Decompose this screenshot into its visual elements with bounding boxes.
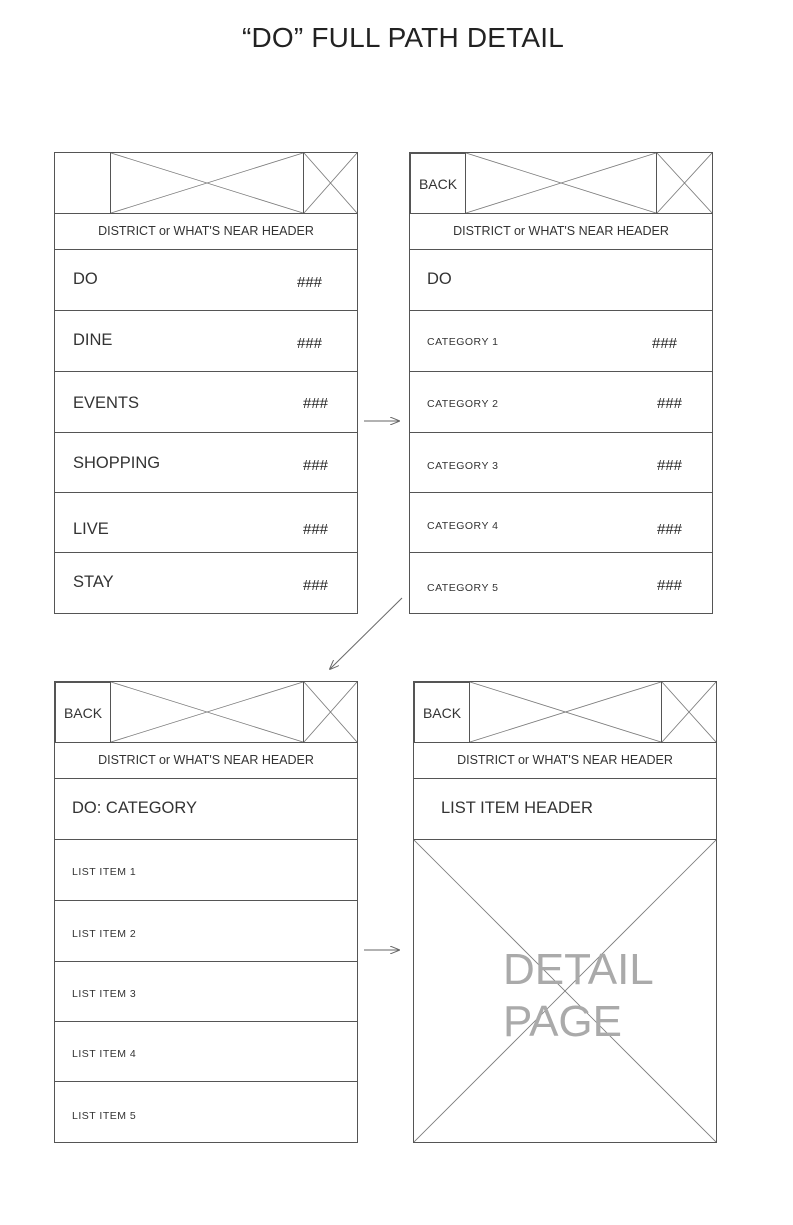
menu-item-count: ### bbox=[303, 521, 329, 538]
detail-line-2: PAGE bbox=[503, 997, 623, 1046]
menu-item-count: ### bbox=[303, 395, 329, 412]
category-label: CATEGORY 4 bbox=[427, 520, 499, 532]
menu-item-label: DO bbox=[73, 270, 98, 288]
category-count: ### bbox=[657, 395, 683, 412]
list-item-label: LIST ITEM 4 bbox=[72, 1048, 137, 1060]
menu-item-count: ### bbox=[303, 457, 329, 474]
menu-item-count: ### bbox=[297, 335, 323, 352]
section-title: DO bbox=[427, 270, 452, 288]
back-button[interactable]: BACK bbox=[410, 153, 466, 214]
menu-item-label: STAY bbox=[73, 573, 114, 591]
arrow-do-to-category bbox=[330, 598, 402, 669]
district-header: DISTRICT or WHAT'S NEAR HEADER bbox=[414, 742, 716, 779]
district-header: DISTRICT or WHAT'S NEAR HEADER bbox=[410, 213, 712, 250]
list-item-label: LIST ITEM 5 bbox=[72, 1110, 137, 1122]
category-count: ### bbox=[652, 335, 678, 352]
list-item-label: LIST ITEM 1 bbox=[72, 866, 137, 878]
district-header: DISTRICT or WHAT'S NEAR HEADER bbox=[55, 742, 357, 779]
category-label: CATEGORY 3 bbox=[427, 460, 499, 472]
menu-item-label: EVENTS bbox=[73, 394, 140, 412]
list-item-label: LIST ITEM 3 bbox=[72, 988, 137, 1000]
menu-item-count: ### bbox=[297, 274, 323, 291]
category-count: ### bbox=[657, 521, 683, 538]
menu-item-label: LIVE bbox=[73, 520, 109, 538]
menu-item-count: ### bbox=[303, 577, 329, 594]
list-item-label: LIST ITEM 2 bbox=[72, 928, 137, 940]
category-label: CATEGORY 5 bbox=[427, 582, 499, 594]
section-title: LIST ITEM HEADER bbox=[441, 799, 593, 817]
detail-line-1: DETAIL bbox=[503, 945, 654, 994]
district-header: DISTRICT or WHAT'S NEAR HEADER bbox=[55, 213, 357, 250]
category-count: ### bbox=[657, 577, 683, 594]
menu-item-label: SHOPPING bbox=[73, 454, 161, 472]
category-count: ### bbox=[657, 457, 683, 474]
back-button[interactable]: BACK bbox=[414, 682, 470, 743]
category-label: CATEGORY 2 bbox=[427, 398, 499, 410]
category-label: CATEGORY 1 bbox=[427, 336, 499, 348]
menu-item-label: DINE bbox=[73, 331, 113, 349]
section-title: DO: CATEGORY bbox=[72, 799, 197, 817]
page-title: “DO” FULL PATH DETAIL bbox=[241, 22, 565, 53]
back-button[interactable]: BACK bbox=[55, 682, 111, 743]
